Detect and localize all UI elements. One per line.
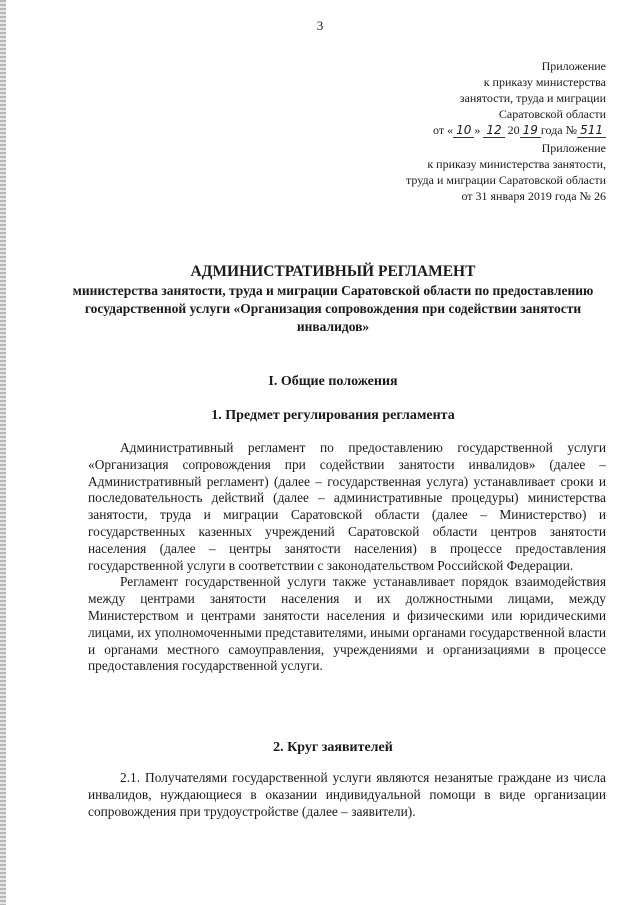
date-prefix: от « xyxy=(432,123,454,137)
appendix-new-block xyxy=(433,58,606,138)
handwritten-month: 12 xyxy=(483,124,504,138)
handwritten-number: 511 xyxy=(577,124,606,138)
paragraph: Административный регламент по предоставлению государственной услуги «Организация сопровождения при содействии занятости инвалидов» (далее – Административный регламент) (далее – государственная услуга) устанавливает сроки и последовательность действий (далее – административные процедуры) министерства занятости, труда и миграции Саратовской области (далее – Министерство) и государственных казенных учреждений Саратовской области центров занятости населения (далее – центры занятости населения) в процессе предоставления государственной услуги в соответствии с законодательством Российской Федерации. xyxy=(88,440,606,573)
section2-heading: 2. Круг заявителей xyxy=(273,740,393,755)
handwritten-year: 19 xyxy=(520,124,541,138)
appendix-old-block xyxy=(406,140,606,204)
paragraph: 2.1. Получателями государственной услуги являются незанятые граждане из числа инвалидов, нуждающиеся в оказании индивидуальной помощи в виде организации сопровождения при трудоустройстве (далее – заявители). xyxy=(88,770,606,819)
date-separator: » xyxy=(474,123,481,137)
appendix-new-line2: к приказу министерства xyxy=(483,75,606,89)
appendix-old-line3: труда и миграции Саратовской области xyxy=(406,173,606,187)
appendix-old-line1: Приложение xyxy=(541,141,606,155)
page-number: 3 xyxy=(316,18,324,33)
title-main: АДМИНИСТРАТИВНЫЙ РЕГЛАМЕНТ xyxy=(190,263,476,280)
appendix-old-line2: к приказу министерства занятости, xyxy=(427,157,606,171)
section1-heading: I. Общие положения xyxy=(268,374,398,389)
appendix-old-line4: от 31 января 2019 года № 26 xyxy=(461,189,606,203)
appendix-new-line1: Приложение xyxy=(541,59,606,73)
handwritten-day: 10 xyxy=(453,124,474,138)
document-title xyxy=(60,262,606,336)
appendix-new-line4: Саратовской области xyxy=(498,107,606,121)
section2-body xyxy=(88,770,606,820)
paragraph: Регламент государственной услуги также устанавливает порядок взаимодействия между центрами занятости населения и их должностными лицами, между Министерством и центрами занятости населения и физическими или юридическими лицами, их уполномоченными представителями, иными органами государственной власти и органами местного самоуправления, учреждениями и организациями в процессе предоставления государственной услуги. xyxy=(88,574,606,674)
appendix-new-line3: занятости, труда и миграции xyxy=(459,91,606,105)
title-subtitle: министерства занятости, труда и миграции Саратовской области по предоставлению государственной услуги «Организация сопровождения при содействии занятости инвалидов» xyxy=(72,283,594,334)
appendix-new-date-line xyxy=(433,122,606,138)
year-word: года № xyxy=(540,123,578,137)
year-prefix: 20 xyxy=(507,123,520,137)
section1-subheading: 1. Предмет регулирования регламента xyxy=(211,408,455,423)
scan-edge xyxy=(0,0,6,905)
section1-body xyxy=(88,440,606,675)
